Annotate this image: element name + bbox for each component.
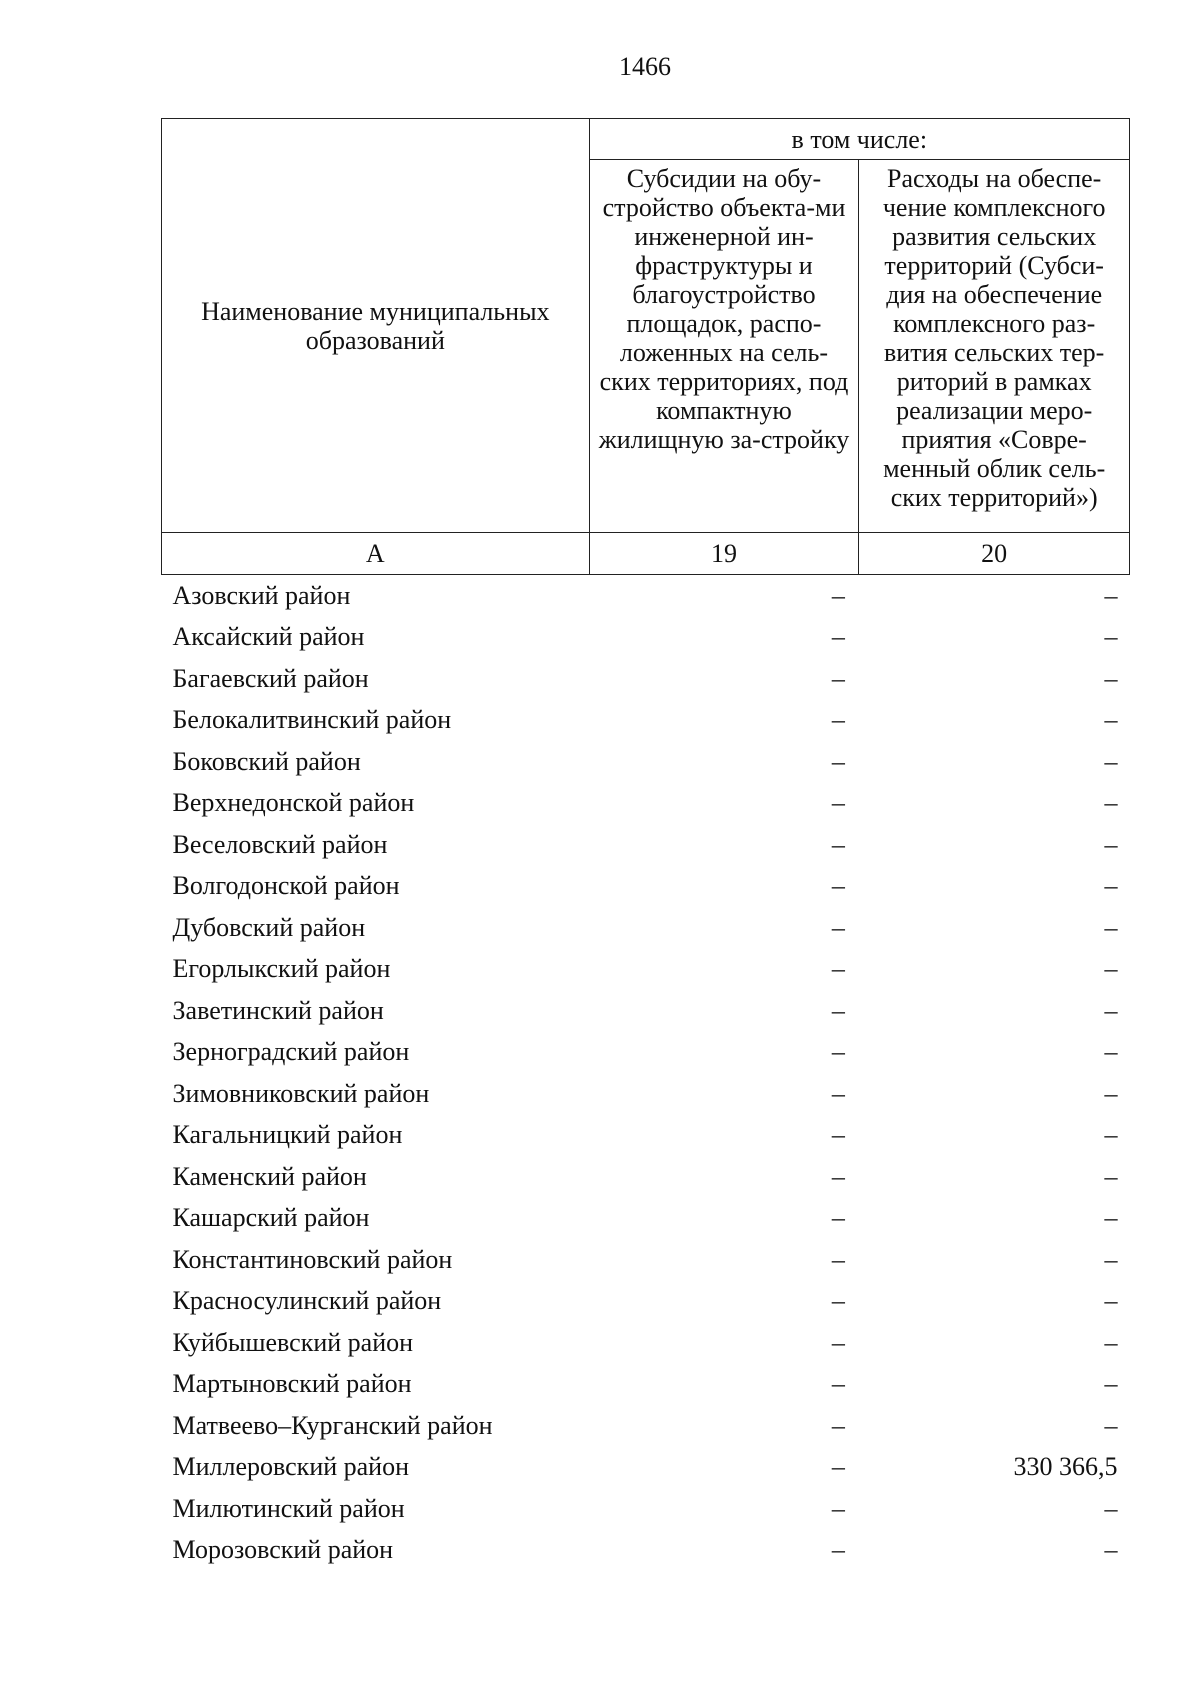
row-value-20: – <box>1104 580 1118 610</box>
row-value-20: 330 366,5 <box>1013 1452 1118 1482</box>
row-value-20: – <box>1104 1493 1118 1523</box>
table-body <box>162 575 1130 1572</box>
index-cell-19: 19 <box>589 533 859 575</box>
row-value-20: – <box>1104 1078 1118 1108</box>
row-value-19: – <box>831 1203 845 1233</box>
row-name: Азовский район <box>172 580 351 610</box>
index-cell-20: 20 <box>859 533 1130 575</box>
header-including-group: в том числе: <box>589 119 1129 160</box>
row-name: Дубовский район <box>172 912 366 942</box>
table-row <box>162 1405 1130 1447</box>
row-value-20: – <box>1104 912 1118 942</box>
row-value-20: – <box>1104 705 1118 735</box>
row-name: Мартыновский район <box>172 1369 412 1399</box>
row-name: Милютинский район <box>172 1493 405 1523</box>
table-row <box>162 1239 1130 1281</box>
table-row <box>162 700 1130 742</box>
row-value-20: – <box>1104 622 1118 652</box>
row-name: Боковский район <box>172 746 361 776</box>
index-cell-a: А <box>162 533 590 575</box>
header-col-20-expenses: Расходы на обеспе-чение комплексного развития сельских территорий (Субси-дия на обеспечение комплексного раз-вития сельских тер-риторий в рамках реализации меро-приятия «Совре-менный облик сель-ских территорий») <box>859 160 1130 533</box>
table-row <box>162 1447 1130 1489</box>
row-name: Кашарский район <box>172 1203 370 1233</box>
row-value-20: – <box>1104 1327 1118 1357</box>
table-row <box>162 1198 1130 1240</box>
table-row <box>162 1115 1130 1157</box>
row-value-20: – <box>1104 663 1118 693</box>
row-value-20: – <box>1104 1369 1118 1399</box>
row-value-20: – <box>1104 746 1118 776</box>
row-value-19: – <box>831 1078 845 1108</box>
row-name: Веселовский район <box>172 829 388 859</box>
table-row <box>162 907 1130 949</box>
row-value-19: – <box>831 622 845 652</box>
table-row <box>162 741 1130 783</box>
row-value-19: – <box>831 705 845 735</box>
row-name: Кагальницкий район <box>172 1120 403 1150</box>
table-row <box>162 1073 1130 1115</box>
row-name: Зимовниковский район <box>172 1078 430 1108</box>
row-name: Константиновский район <box>172 1244 453 1274</box>
table-row <box>162 990 1130 1032</box>
row-value-19: – <box>831 1286 845 1316</box>
row-value-19: – <box>831 871 845 901</box>
table-row <box>162 1032 1130 1074</box>
row-value-19: – <box>831 1493 845 1523</box>
table-row <box>162 658 1130 700</box>
row-name: Аксайский район <box>172 622 365 652</box>
row-value-20: – <box>1104 954 1118 984</box>
row-value-19: – <box>831 829 845 859</box>
table-row <box>162 575 1130 617</box>
row-name: Морозовский район <box>172 1535 394 1565</box>
header-municipality-name: Наименование муниципальных образований <box>162 119 590 533</box>
row-name: Багаевский район <box>172 663 369 693</box>
row-name: Верхнедонской район <box>172 788 415 818</box>
table-row <box>162 1322 1130 1364</box>
row-value-20: – <box>1104 1120 1118 1150</box>
row-value-19: – <box>831 1037 845 1067</box>
table-row <box>162 1364 1130 1406</box>
row-name: Красносулинский район <box>172 1286 442 1316</box>
table-row <box>162 1530 1130 1572</box>
row-value-20: – <box>1104 1244 1118 1274</box>
row-value-19: – <box>831 1369 845 1399</box>
row-value-20: – <box>1104 1286 1118 1316</box>
row-name: Каменский район <box>172 1161 367 1191</box>
row-value-19: – <box>831 663 845 693</box>
row-value-19: – <box>831 912 845 942</box>
table-row <box>162 617 1130 659</box>
row-name: Белокалитвинский район <box>172 705 452 735</box>
row-value-20: – <box>1104 1203 1118 1233</box>
row-name: Егорлыкский район <box>172 954 391 984</box>
row-value-20: – <box>1104 871 1118 901</box>
table-row <box>162 1156 1130 1198</box>
row-name: Куйбышевский район <box>172 1327 414 1357</box>
table-row <box>162 1488 1130 1530</box>
row-value-19: – <box>831 1161 845 1191</box>
row-value-19: – <box>831 746 845 776</box>
table-row <box>162 824 1130 866</box>
row-value-19: – <box>831 1535 845 1565</box>
page-number: 1466 <box>619 52 671 81</box>
row-name: Зерноградский район <box>172 1037 410 1067</box>
row-value-19: – <box>831 1120 845 1150</box>
table-row <box>162 783 1130 825</box>
row-value-19: – <box>831 1244 845 1274</box>
row-value-19: – <box>831 788 845 818</box>
header-col-19-subsidies: Субсидии на обу-стройство объекта-ми инженерной ин-фраструктуры и благоустройство площадок, распо-ложенных на сель-ских территориях, под компактную жилищную за-стройку <box>589 160 859 533</box>
row-value-19: – <box>831 1452 845 1482</box>
table-row <box>162 1281 1130 1323</box>
row-value-19: – <box>831 995 845 1025</box>
row-value-19: – <box>831 1410 845 1440</box>
row-value-20: – <box>1104 1410 1118 1440</box>
row-value-20: – <box>1104 1037 1118 1067</box>
row-value-20: – <box>1104 995 1118 1025</box>
municipal-budget-table <box>161 118 1130 1571</box>
row-value-19: – <box>831 954 845 984</box>
row-name: Миллеровский район <box>172 1452 410 1482</box>
row-value-20: – <box>1104 788 1118 818</box>
table-row <box>162 866 1130 908</box>
row-value-19: – <box>831 1327 845 1357</box>
row-name: Заветинский район <box>172 995 384 1025</box>
row-name: Волгодонской район <box>172 871 400 901</box>
row-value-20: – <box>1104 1161 1118 1191</box>
row-value-20: – <box>1104 1535 1118 1565</box>
table-header <box>162 119 1130 575</box>
row-name: Матвеево–Курганский район <box>172 1410 493 1440</box>
row-value-19: – <box>831 580 845 610</box>
table-row <box>162 949 1130 991</box>
row-value-20: – <box>1104 829 1118 859</box>
